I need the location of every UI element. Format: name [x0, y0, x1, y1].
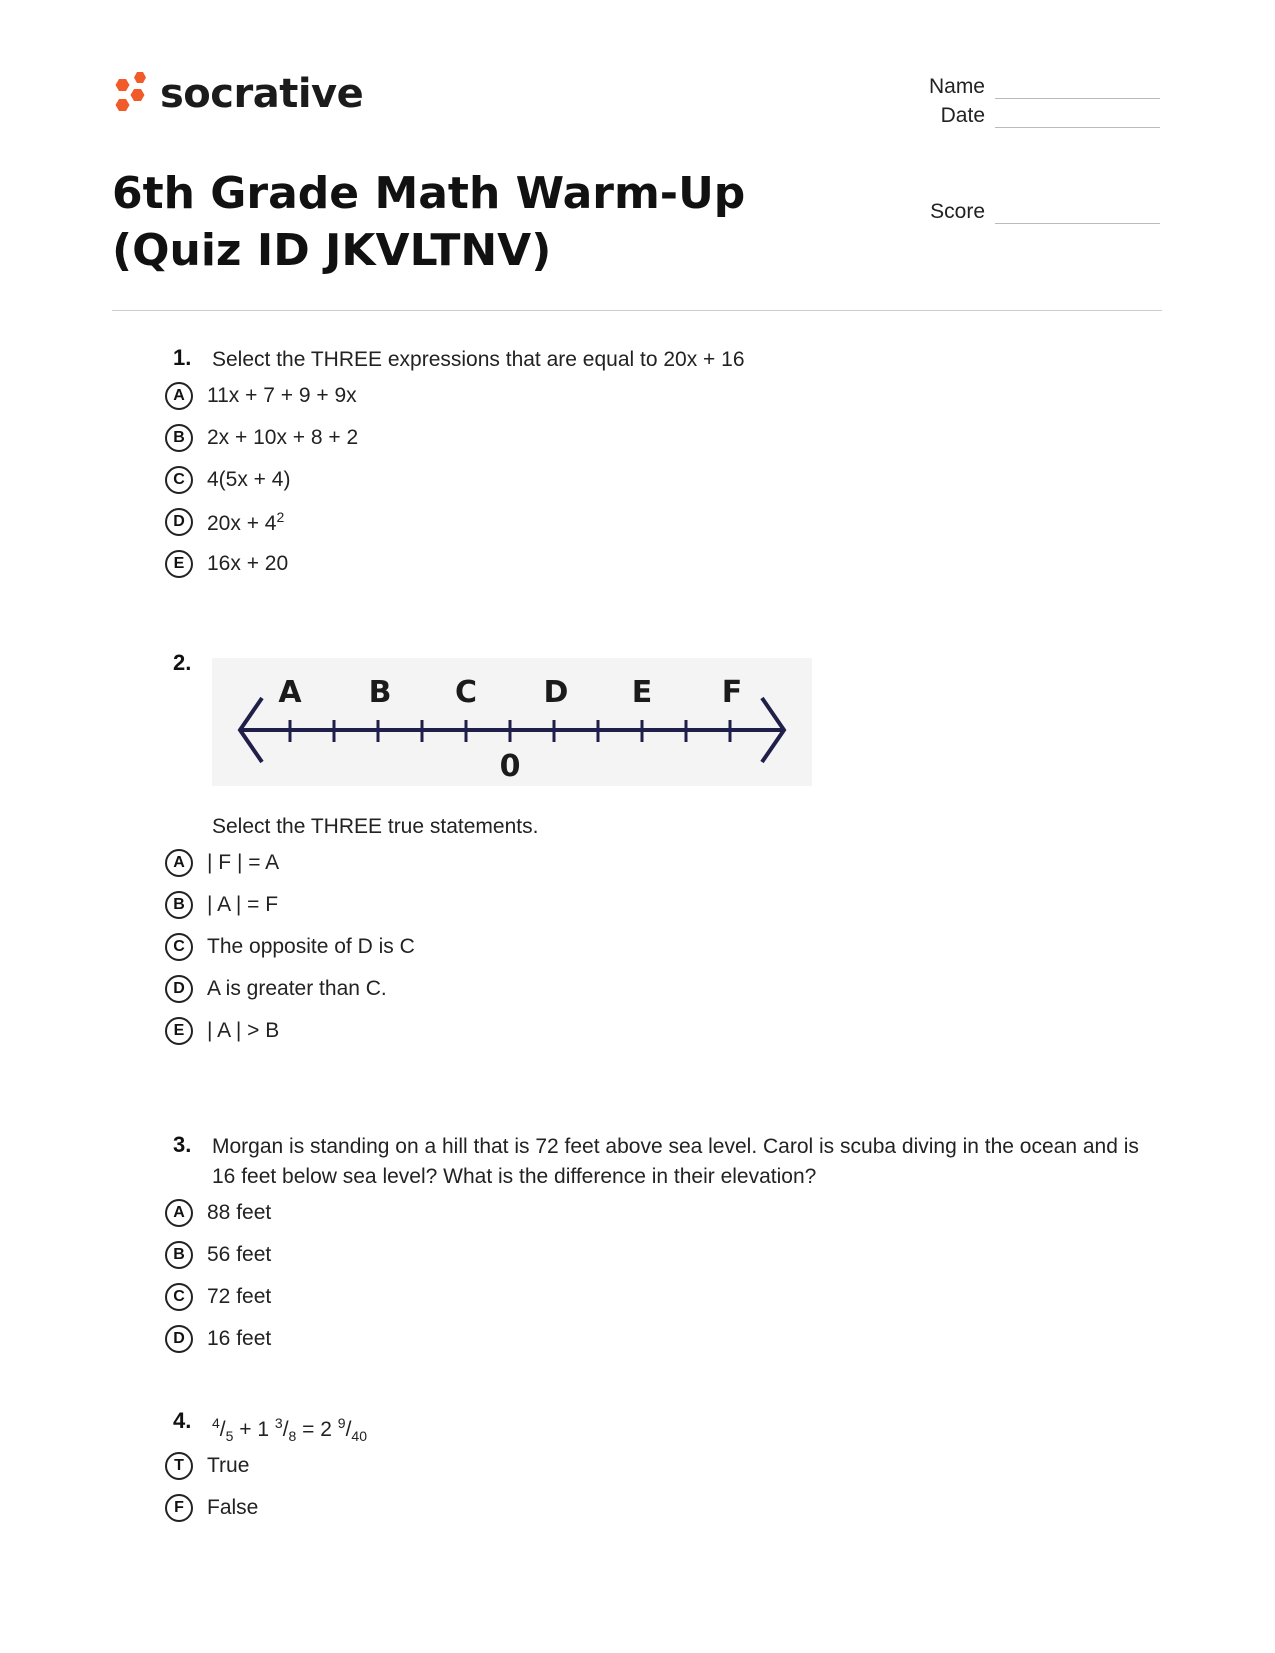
question-expression: $^4/_5 + 1$ $^3/_8 = 2$ $^9/_{40}$: [212, 1415, 367, 1445]
socrative-logo: [110, 70, 363, 118]
question-text: Morgan is standing on a hill that is 72 feet above sea level. Carol is scuba diving in the ocean and is 16 feet below sea level? What is the difference in their elevation?: [212, 1135, 1139, 1188]
option-text: | A | > B: [207, 1019, 280, 1042]
option-e[interactable]: [165, 1015, 279, 1047]
option-b[interactable]: [165, 1239, 271, 1271]
option-text: 4(5x + 4): [207, 468, 291, 491]
option-text: 16 feet: [207, 1327, 272, 1350]
name-line[interactable]: [995, 98, 1160, 99]
option-letter: A: [165, 849, 193, 877]
exponent: 2: [276, 508, 285, 525]
denominator: 8: [288, 1428, 297, 1445]
point-label-e: E: [631, 675, 653, 710]
numerator: 9: [337, 1415, 346, 1431]
option-a[interactable]: [165, 1197, 271, 1229]
option-base: 20x + 4: [207, 511, 277, 535]
option-letter: T: [165, 1452, 193, 1480]
option-letter: E: [165, 1017, 193, 1045]
option-letter: A: [165, 382, 193, 410]
option-c[interactable]: [165, 464, 290, 496]
score-label: Score: [930, 200, 985, 223]
brand-name: socrative: [160, 71, 364, 117]
option-letter: D: [165, 1325, 193, 1353]
option-letter: C: [165, 466, 193, 494]
point-label-f: F: [721, 675, 743, 710]
question-number: 1.: [173, 345, 192, 370]
point-label-c: C: [454, 675, 478, 710]
option-letter: F: [165, 1494, 193, 1522]
option-letter: B: [165, 424, 193, 452]
option-letter: B: [165, 891, 193, 919]
numerator: 3: [274, 1415, 283, 1431]
numerator: 4: [212, 1415, 220, 1431]
option-text: 56 feet: [207, 1243, 272, 1266]
zero-label: 0: [499, 749, 521, 784]
expression-part: = 2: [296, 1418, 338, 1441]
option-letter: D: [165, 508, 193, 536]
question-number: 3.: [173, 1132, 192, 1157]
option-text: The opposite of D is C: [207, 935, 415, 958]
option-b[interactable]: [165, 422, 358, 454]
option-true[interactable]: [165, 1450, 249, 1482]
option-text: 88 feet: [207, 1201, 272, 1224]
option-b[interactable]: [165, 889, 278, 921]
question-number: 2.: [173, 650, 192, 675]
option-text: | A | = F: [207, 893, 279, 916]
option-text: False: [207, 1496, 259, 1519]
number-line-image: [212, 658, 812, 786]
point-label-b: B: [368, 675, 392, 710]
option-letter: A: [165, 1199, 193, 1227]
option-text: A is greater than C.: [207, 977, 387, 1000]
option-d[interactable]: [165, 973, 387, 1005]
header-divider: [112, 310, 1162, 311]
denominator: 40: [351, 1428, 367, 1445]
date-line[interactable]: [995, 127, 1160, 128]
page-title: 6th Grade Math Warm-Up (Quiz ID JKVLTNV): [112, 168, 746, 276]
expression-part: + 1: [233, 1418, 275, 1441]
name-label: Name: [928, 75, 985, 98]
point-label-a: A: [278, 675, 302, 710]
option-c[interactable]: [165, 931, 415, 963]
point-label-d: D: [543, 675, 569, 710]
option-text: | F | = A: [207, 851, 280, 874]
option-e[interactable]: [165, 548, 288, 580]
option-c[interactable]: [165, 1281, 271, 1313]
option-letter: E: [165, 550, 193, 578]
option-a[interactable]: [165, 847, 279, 879]
score-line[interactable]: [995, 223, 1160, 224]
date-label: Date: [940, 104, 985, 127]
option-d[interactable]: [165, 1323, 271, 1355]
question-number: 4.: [173, 1408, 192, 1433]
option-letter: C: [165, 1283, 193, 1311]
option-text: 16x + 20: [207, 552, 289, 575]
option-text: 2x + 10x + 8 + 2: [207, 426, 359, 449]
option-text: True: [207, 1454, 250, 1477]
question-text: Select the THREE true statements.: [212, 815, 539, 838]
option-text: 72 feet: [207, 1285, 272, 1308]
denominator: 5: [225, 1428, 234, 1445]
option-text: 11x + 7 + 9 + 9x: [207, 384, 357, 407]
option-letter: B: [165, 1241, 193, 1269]
option-letter: C: [165, 933, 193, 961]
option-letter: D: [165, 975, 193, 1003]
option-text: [207, 509, 284, 536]
option-a[interactable]: [165, 380, 357, 412]
socrative-logo-icon: [110, 70, 150, 118]
question-text: Select the THREE expressions that are equal to 20x + 16: [212, 348, 745, 371]
option-false[interactable]: [165, 1492, 258, 1524]
option-d[interactable]: [165, 506, 284, 538]
